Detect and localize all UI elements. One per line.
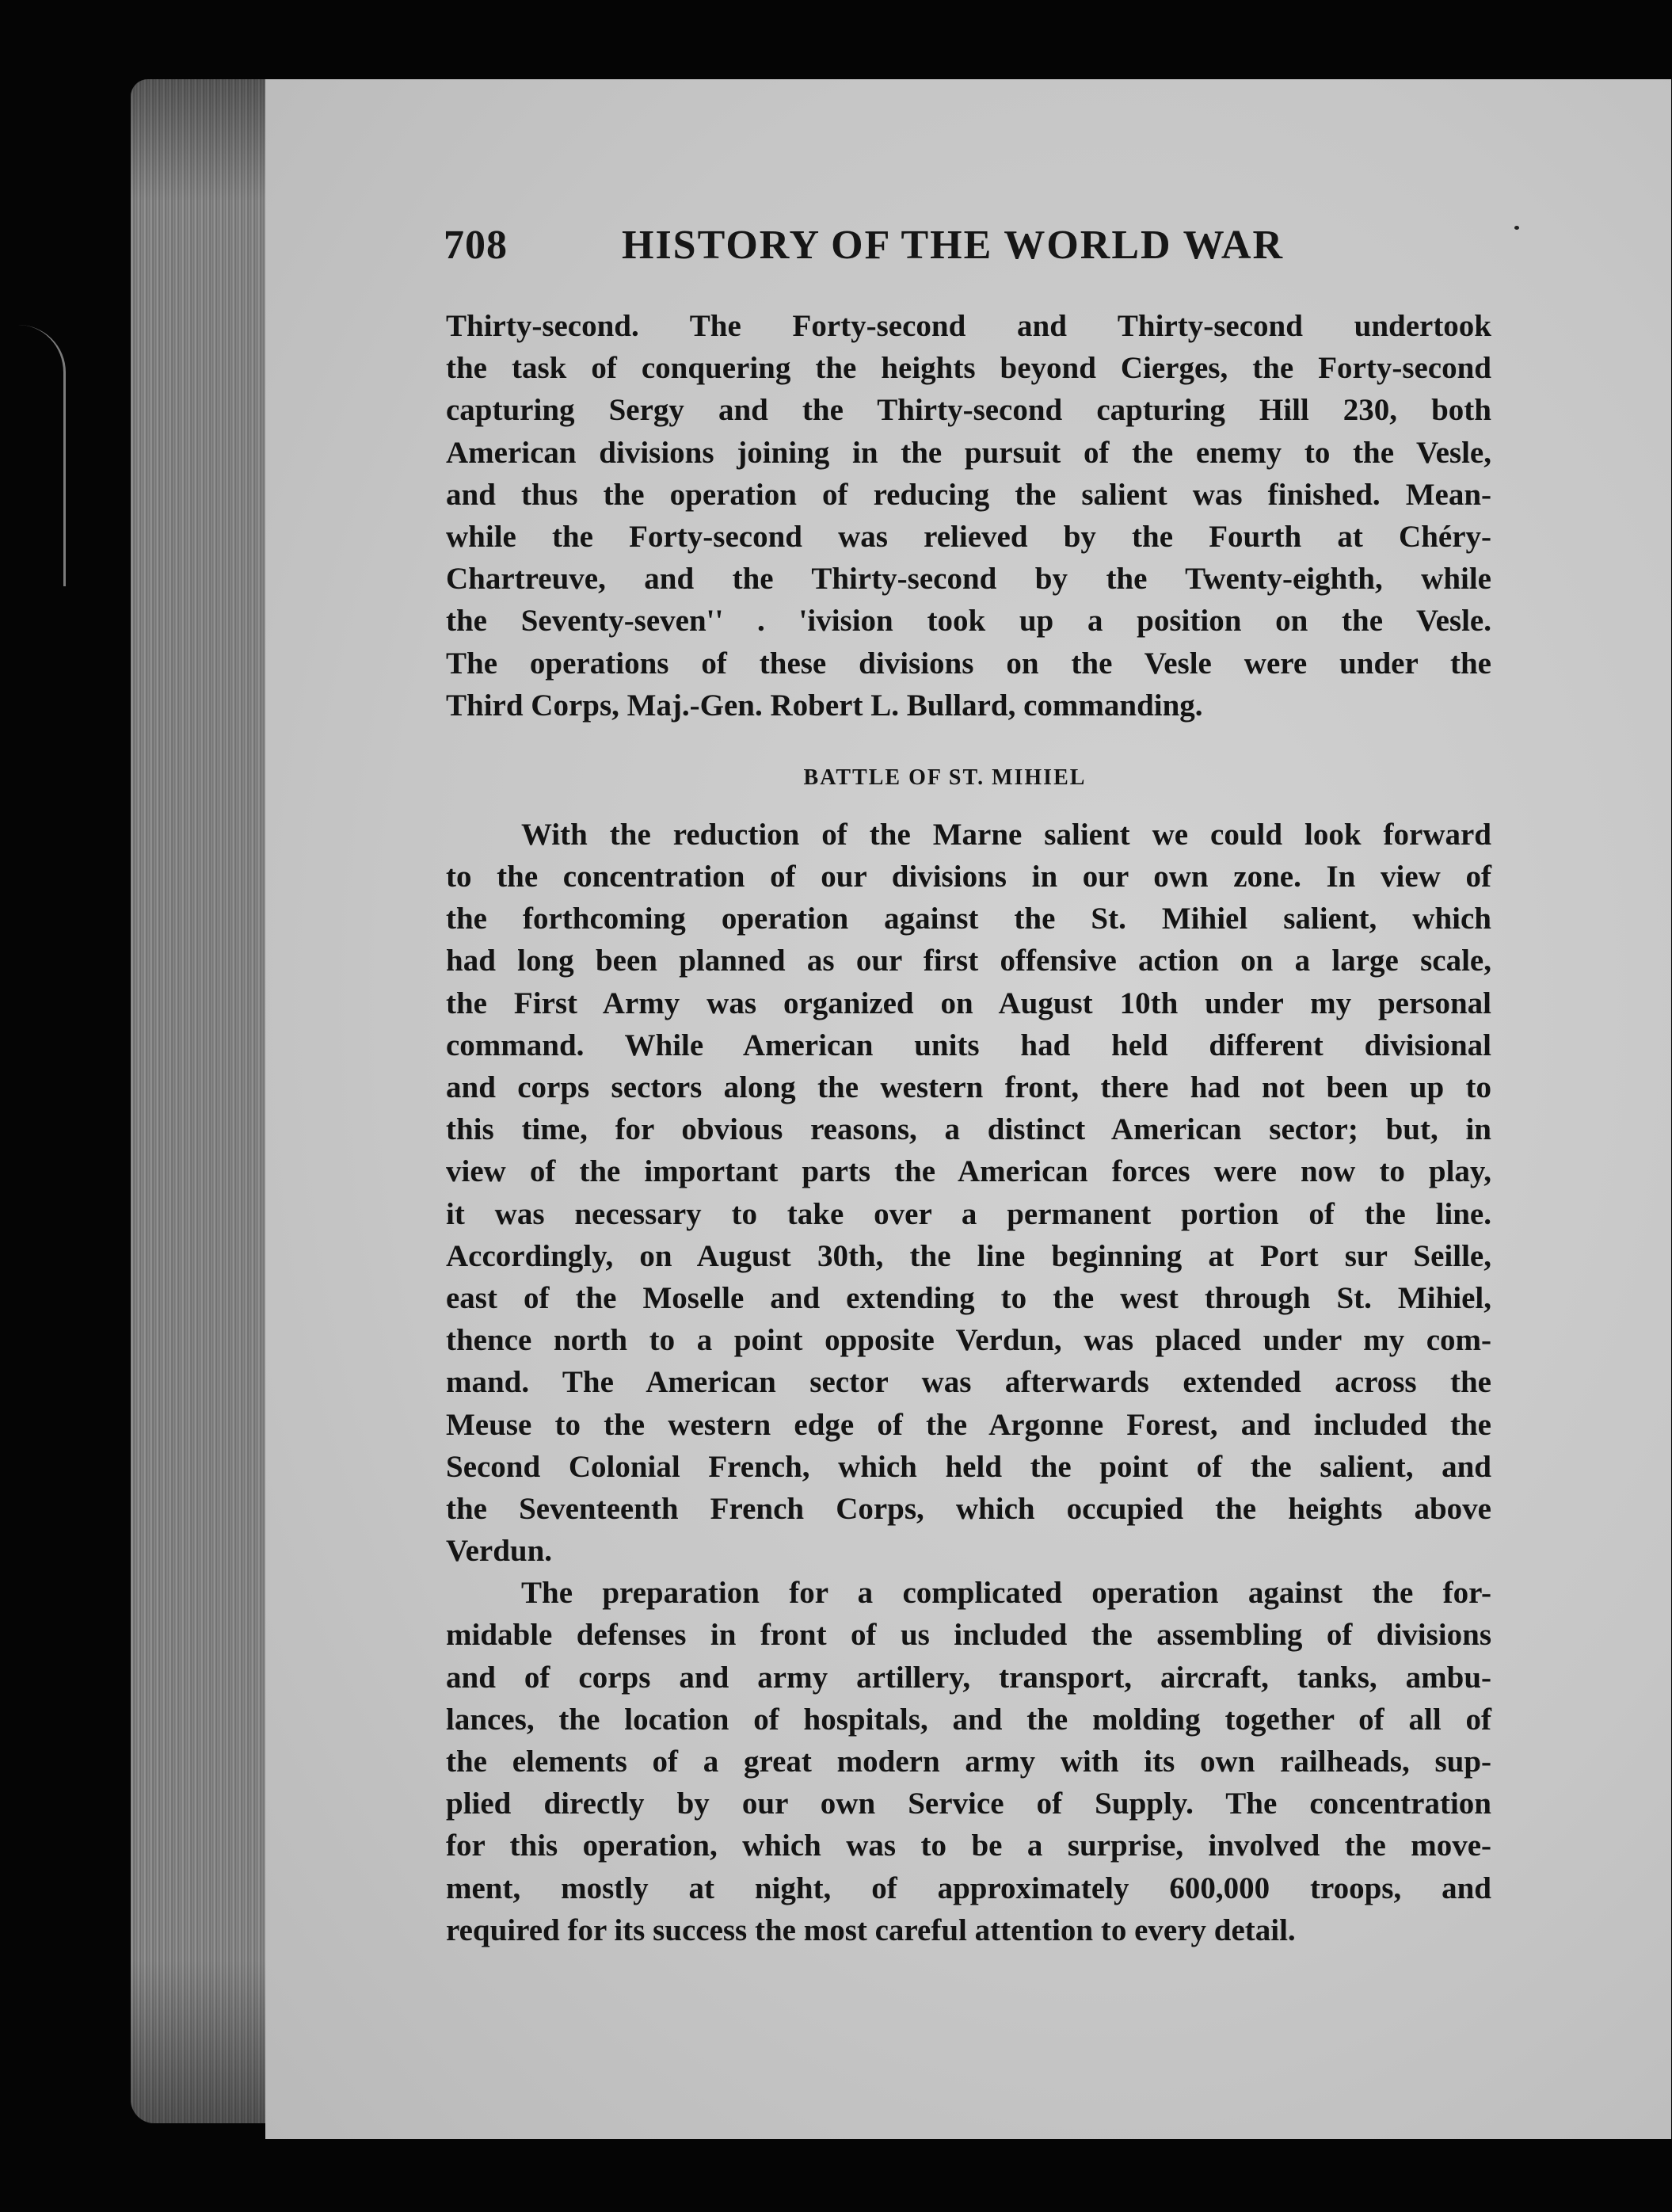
text-line: east of the Moselle and extending to the west through St. Mihiel, xyxy=(446,1280,1491,1315)
text-line: thence north to a point opposite Verdun, was placed under my com- xyxy=(446,1323,1491,1358)
text-line: Chartreuve, and the Thirty-second by the Twenty-eighth, while xyxy=(446,562,1491,597)
text-line: Verdun. xyxy=(446,1534,553,1569)
text-line: The operations of these divisions on the Vesle were under the xyxy=(446,646,1491,681)
paragraph-2 xyxy=(446,814,1491,1572)
text-line: view of the important parts the American forces were now to play, xyxy=(446,1154,1491,1189)
text-line: the Seventy-seven'' . 'ivision took up a position on the Vesle. xyxy=(446,604,1491,639)
paragraph-1 xyxy=(446,305,1491,727)
text-line: this time, for obvious reasons, a distinct American sector; but, in xyxy=(446,1112,1491,1147)
text-line: had long been planned as our first offensive action on a large scale, xyxy=(446,944,1491,978)
text-line: and thus the operation of reducing the salient was finished. Mean- xyxy=(446,477,1491,512)
text-line: and corps sectors along the western front, there had not been up to xyxy=(446,1070,1491,1104)
running-head xyxy=(444,222,1378,277)
text-line: Meuse to the western edge of the Argonne Forest, and included the xyxy=(446,1407,1491,1442)
text-line: required for its success the most careful attention to every detail. xyxy=(446,1913,1296,1947)
text-line: American divisions joining in the pursuit of the enemy to the Vesle, xyxy=(446,435,1491,470)
film-scratch xyxy=(16,325,66,586)
page-edges xyxy=(131,79,281,2123)
text-line: The preparation for a complicated operation against the for- xyxy=(521,1576,1491,1611)
text-line: Third Corps, Maj.-Gen. Robert L. Bullard, commanding. xyxy=(446,688,1203,723)
text-line: the task of conquering the heights beyond Cierges, the Forty-second xyxy=(446,351,1491,386)
section-heading: BATTLE OF ST. MIHIEL xyxy=(803,765,1087,790)
text-line: the First Army was organized on August 10th under my personal xyxy=(446,986,1491,1020)
text-line: the Seventeenth French Corps, which occupied the heights above xyxy=(446,1491,1491,1526)
text-line: lances, the location of hospitals, and the molding together of all of xyxy=(446,1702,1491,1737)
text-line: mand. The American sector was afterwards extended across the xyxy=(446,1365,1491,1400)
text-line: Thirty-second. The Forty-second and Thirty-second undertook xyxy=(446,309,1491,343)
text-line: midable defenses in front of us included the assembling of divisions xyxy=(446,1618,1491,1653)
page-number: 708 xyxy=(444,223,508,268)
text-line: to the concentration of our divisions in our own zone. In view of xyxy=(446,860,1491,894)
text-line: the elements of a great modern army with its own railheads, sup- xyxy=(446,1745,1491,1779)
text-line: command. While American units had held different divisional xyxy=(446,1028,1491,1062)
body-text xyxy=(446,305,1491,1951)
text-line: and of corps and army artillery, transport, aircraft, tanks, ambu- xyxy=(446,1660,1491,1695)
paragraph-3 xyxy=(446,1572,1491,1951)
text-line: for this operation, which was to be a surprise, involved the move- xyxy=(446,1829,1491,1863)
text-line: capturing Sergy and the Thirty-second capturing Hill 230, both xyxy=(446,393,1491,428)
text-line: With the reduction of the Marne salient we could look forward xyxy=(521,817,1491,852)
text-line: while the Forty-second was relieved by the Fourth at Chéry- xyxy=(446,519,1491,554)
text-line: Accordingly, on August 30th, the line beginning at Port sur Seille, xyxy=(446,1238,1491,1273)
text-line: ment, mostly at night, of approximately 600,000 troops, and xyxy=(446,1871,1491,1905)
text-line: it was necessary to take over a permanent portion of the line. xyxy=(446,1196,1491,1231)
text-line: the forthcoming operation against the St. Mihiel salient, which xyxy=(446,902,1491,936)
text-line: Second Colonial French, which held the point of the salient, and xyxy=(446,1449,1491,1484)
ink-speck xyxy=(1514,226,1519,230)
text-line: plied directly by our own Service of Supply. The concentration xyxy=(446,1787,1491,1821)
page-title: HISTORY OF THE WORLD WAR xyxy=(622,223,1284,268)
